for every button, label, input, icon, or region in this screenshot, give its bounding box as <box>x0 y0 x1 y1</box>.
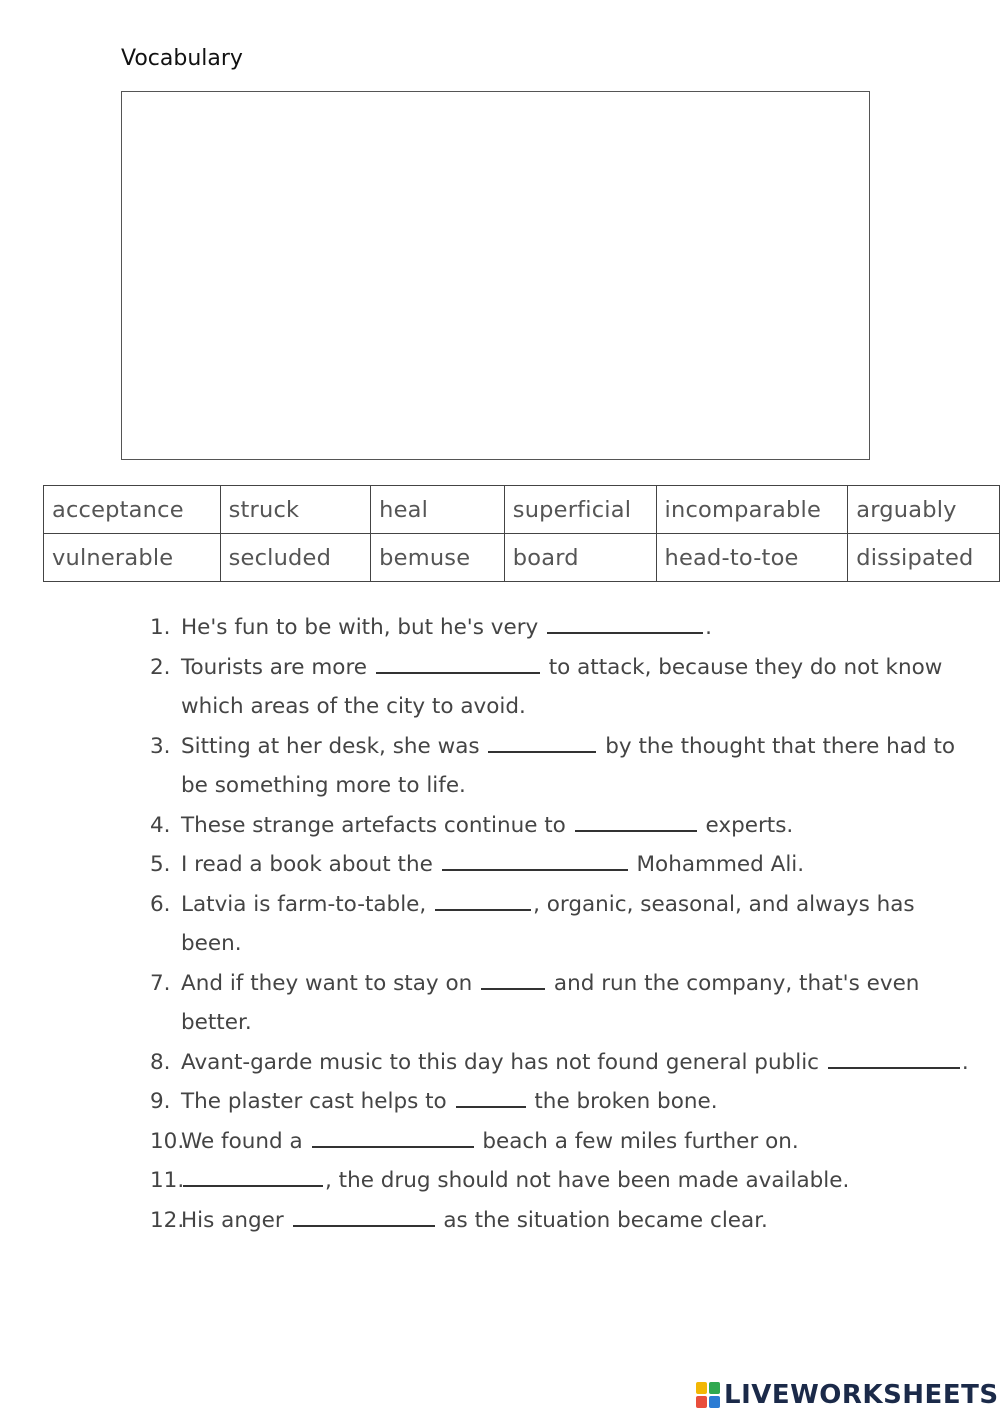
sentence-item <box>150 845 980 885</box>
word-cell: secluded <box>220 534 371 582</box>
sentence-text <box>181 885 980 964</box>
sentence-number: 10. <box>150 1128 185 1154</box>
sentence-number: 6. <box>150 891 171 917</box>
sentence-text <box>181 1122 980 1162</box>
sentence-after: . <box>961 1049 969 1075</box>
answer-blank[interactable] <box>183 1167 323 1187</box>
sentence-number: 12. <box>150 1207 185 1233</box>
sentence-item <box>150 727 980 806</box>
word-cell: bemuse <box>371 534 505 582</box>
logo-square <box>709 1382 720 1394</box>
logo-text: LIVEWORKSHEETS <box>724 1380 999 1410</box>
sentence-after: Mohammed Ali. <box>629 852 805 877</box>
sentence-number: 8. <box>150 1049 171 1075</box>
answer-blank[interactable] <box>376 654 540 674</box>
sentence-after: , the drug should not have been made available. <box>325 1168 850 1193</box>
page-title: Vocabulary <box>121 46 243 71</box>
sentence-after: and run the company, that's even better. <box>181 970 920 1035</box>
sentence-item <box>150 885 980 964</box>
sentence-item <box>150 1161 980 1201</box>
answer-blank[interactable] <box>456 1088 526 1108</box>
sentence-item <box>150 1082 980 1122</box>
word-bank-row <box>44 486 1000 534</box>
sentence-after: by the thought that there had to be something more to life. <box>181 733 956 798</box>
sentence-before: And if they want to stay on <box>181 970 480 996</box>
word-cell: struck <box>220 486 371 534</box>
sentence-after: experts. <box>698 812 794 838</box>
sentence-item <box>150 1122 980 1162</box>
sentence-after: to attack, because they do not know which areas of the city to avoid. <box>181 654 943 719</box>
sentence-before: These strange artefacts continue to <box>181 812 573 838</box>
sentence-text <box>181 845 980 885</box>
sentence-before: His anger <box>181 1207 291 1233</box>
answer-blank[interactable] <box>312 1128 474 1148</box>
sentence-text <box>181 1043 980 1083</box>
sentence-before: Latvia is farm-to-table, <box>181 891 434 917</box>
answer-blank[interactable] <box>293 1207 435 1227</box>
word-cell: arguably <box>848 486 1000 534</box>
sentence-text <box>181 806 980 846</box>
sentence-number: 11. <box>150 1168 185 1193</box>
sentence-number: 5. <box>150 852 171 877</box>
answer-blank[interactable] <box>828 1049 960 1069</box>
sentence-item <box>150 964 980 1043</box>
sentence-number: 4. <box>150 812 171 838</box>
sentence-item <box>150 1043 980 1083</box>
liveworksheets-logo <box>696 1378 999 1412</box>
sentence-before: We found a <box>181 1128 310 1154</box>
picture-frame <box>121 91 870 460</box>
sentence-text <box>181 964 980 1043</box>
logo-square <box>696 1382 707 1394</box>
answer-blank[interactable] <box>442 851 628 871</box>
sentence-text <box>181 608 980 648</box>
sentence-number: 9. <box>150 1089 171 1114</box>
answer-blank[interactable] <box>547 614 703 634</box>
sentence-before: Tourists are more <box>181 654 374 680</box>
word-bank-row <box>44 534 1000 582</box>
sentence-after: beach a few miles further on. <box>475 1128 799 1154</box>
word-cell: incomparable <box>656 486 848 534</box>
sentence-after: . <box>705 615 712 640</box>
word-cell: board <box>504 534 656 582</box>
word-bank-table <box>43 485 1000 582</box>
sentence-after: as the situation became clear. <box>436 1207 768 1233</box>
word-cell: superficial <box>504 486 656 534</box>
sentence-item <box>150 648 980 727</box>
sentence-number: 7. <box>150 970 171 996</box>
word-cell: vulnerable <box>44 534 221 582</box>
sentence-number: 2. <box>150 654 171 680</box>
sentence-item <box>150 1201 980 1241</box>
word-cell: head-to-toe <box>656 534 848 582</box>
sentence-item <box>150 608 980 648</box>
sentence-before: He's fun to be with, but he's very <box>181 615 546 640</box>
word-cell: acceptance <box>44 486 221 534</box>
sentence-list <box>150 608 980 1240</box>
sentence-before: I read a book about the <box>181 852 440 877</box>
sentence-text <box>181 1201 980 1241</box>
sentence-before: Sitting at her desk, she was <box>181 733 487 759</box>
word-cell: heal <box>371 486 505 534</box>
logo-square <box>709 1396 720 1408</box>
word-cell: dissipated <box>848 534 1000 582</box>
sentence-item <box>150 806 980 846</box>
logo-square <box>696 1396 707 1408</box>
logo-grid-icon <box>696 1382 720 1408</box>
sentence-text <box>181 1161 980 1201</box>
sentence-after: , organic, seasonal, and always has been. <box>181 891 915 956</box>
sentence-before: Avant-garde music to this day has not found general public <box>181 1049 826 1075</box>
answer-blank[interactable] <box>435 891 531 911</box>
sentence-number: 1. <box>150 615 171 640</box>
sentence-text <box>181 727 980 806</box>
sentence-number: 3. <box>150 733 171 759</box>
sentence-after: the broken bone. <box>527 1089 718 1114</box>
answer-blank[interactable] <box>575 812 697 832</box>
answer-blank[interactable] <box>488 733 596 753</box>
sentence-text <box>181 648 980 727</box>
sentence-before: The plaster cast helps to <box>181 1089 454 1114</box>
answer-blank[interactable] <box>481 970 545 990</box>
sentence-text <box>181 1082 980 1122</box>
